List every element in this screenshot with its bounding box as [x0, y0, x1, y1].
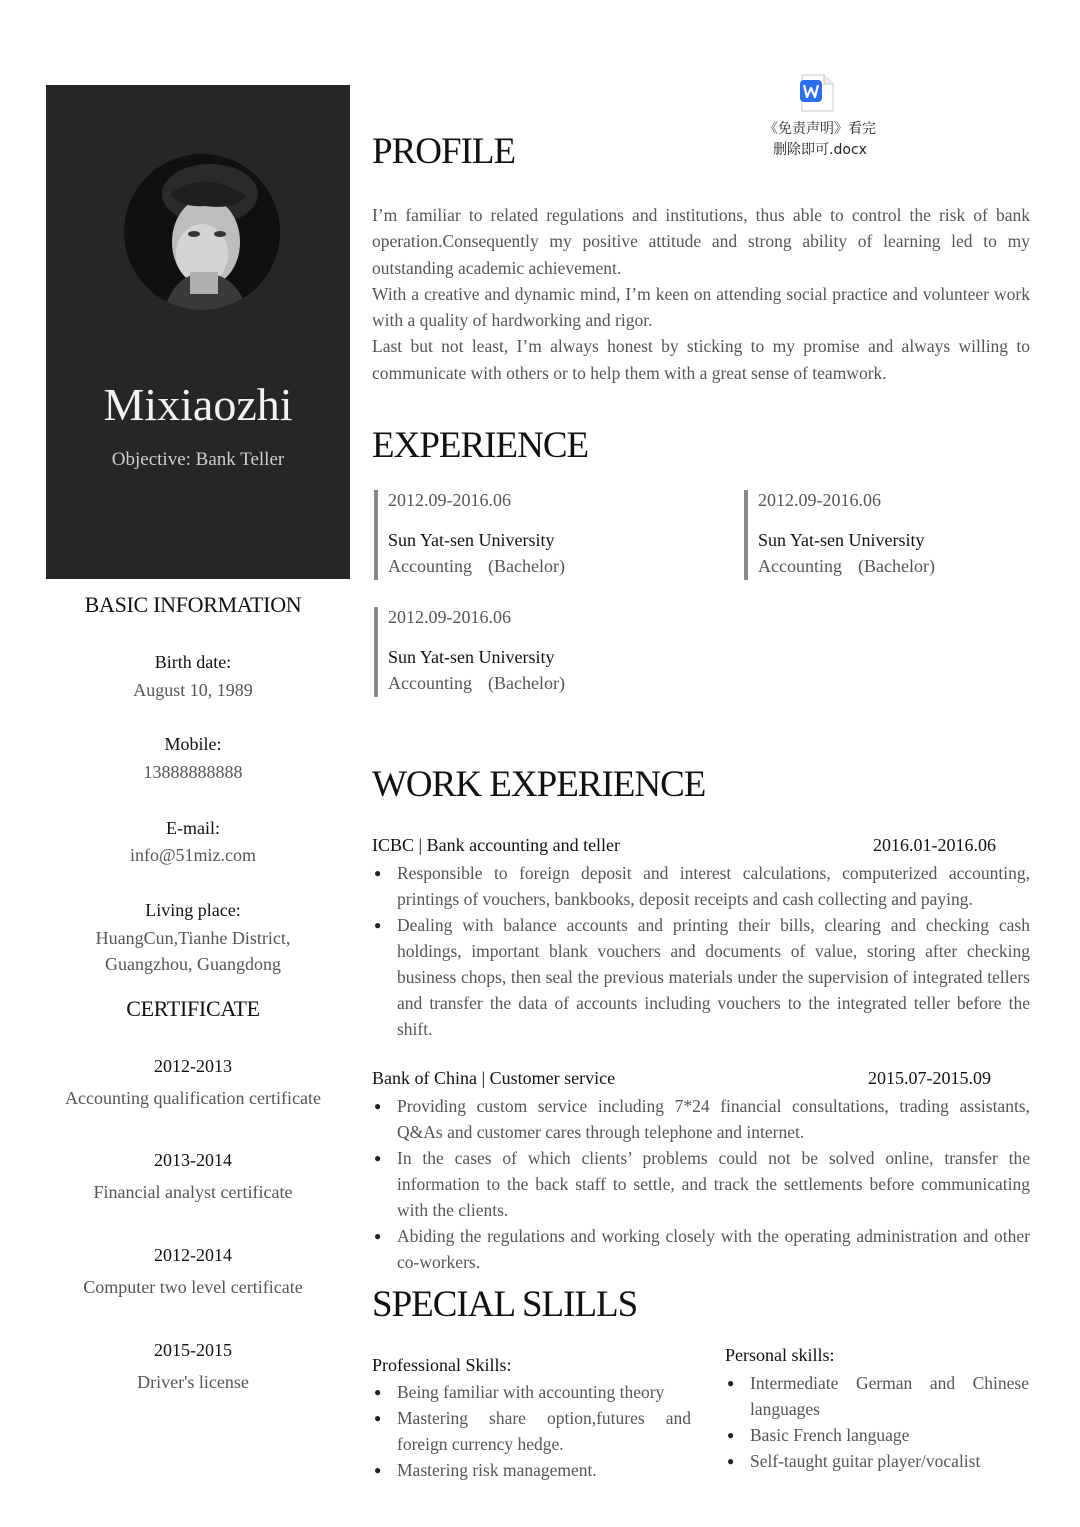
- job-period: 2016.01-2016.06: [873, 835, 996, 855]
- list-item: ● Responsible to foreign deposit and interest calculations, computerized accounting, printings of vouchers, bankbooks, deposit receipts and cash collecting and paying.: [372, 860, 1030, 912]
- education-entry: [744, 490, 935, 580]
- experience-title: EXPERIENCE: [372, 425, 589, 466]
- basic-info-title: BASIC INFORMATION: [84, 592, 302, 617]
- edu-degree: (Bachelor): [857, 556, 935, 576]
- cert-years: 2013-2014: [154, 1150, 232, 1170]
- profile-title: PROFILE: [372, 131, 516, 172]
- edu-period: 2012.09-2016.06: [388, 607, 511, 627]
- edu-period: 2012.09-2016.06: [388, 490, 511, 510]
- list-item: ● Basic French language: [725, 1422, 1029, 1448]
- list-item: ● Intermediate German and Chinese languages: [725, 1370, 1029, 1422]
- attachment-caption[interactable]: [740, 119, 900, 161]
- job-heading: Bank of China | Customer service: [372, 1068, 616, 1088]
- living-value-line2: Guangzhou, Guangdong: [105, 954, 281, 974]
- list-item: ● Mastering risk management.: [372, 1457, 691, 1483]
- education-entry: [374, 607, 565, 697]
- edu-school: Sun Yat-sen University: [758, 530, 925, 550]
- job-period: 2015.07-2015.09: [868, 1068, 991, 1088]
- edu-school: Sun Yat-sen University: [388, 530, 555, 550]
- job-bullets: [372, 860, 1030, 1042]
- edu-school: Sun Yat-sen University: [388, 647, 555, 667]
- edu-major: [388, 671, 565, 695]
- email-value: info@51miz.com: [129, 845, 257, 865]
- job-bullets: [372, 1093, 1030, 1275]
- education-entry: [374, 490, 565, 580]
- candidate-name: Mixiaozhi: [103, 379, 293, 430]
- cert-years: 2012-2014: [154, 1245, 232, 1265]
- profile-paragraph: Last but not least, I’m always honest by sticking to my promise and always willing to communicate with others or to help them with a great sense of teamwork.: [372, 336, 1030, 383]
- living-value-line1: HuangCun,Tianhe District,: [95, 928, 291, 948]
- mobile-value: 13888888888: [143, 762, 243, 782]
- avatar: [124, 154, 280, 310]
- professional-skills-list: [372, 1379, 691, 1483]
- attachment-caption-line2: 删除即可.docx: [773, 142, 867, 158]
- edu-major-name: Accounting: [388, 673, 472, 693]
- list-item: ● In the cases of which clients’ problems could not be solved online, transfer the information to the back staff to settle, and track the settlements before communicating with the clients.: [372, 1145, 1030, 1223]
- list-item: ● Providing custom service including 7*24 financial consultations, trading assistants, Q&As and customer cares through telephone and internet.: [372, 1093, 1030, 1145]
- list-item: ● Self-taught guitar player/vocalist: [725, 1448, 1029, 1474]
- profile-text: [372, 202, 1030, 386]
- skills-title: SPECIAL SLILLS: [372, 1284, 638, 1325]
- mobile-label: Mobile:: [164, 734, 222, 754]
- list-item: ● Being familiar with accounting theory: [372, 1379, 691, 1405]
- job-heading: ICBC | Bank accounting and teller: [372, 835, 621, 855]
- birth-label: Birth date:: [154, 652, 232, 672]
- cert-years: 2012-2013: [154, 1056, 232, 1076]
- work-experience-title: WORK EXPERIENCE: [372, 764, 706, 805]
- edu-major-name: Accounting: [388, 556, 472, 576]
- email-label: E-mail:: [166, 818, 220, 838]
- living-label: Living place:: [145, 900, 241, 920]
- list-item: ● Dealing with balance accounts and printing their bills, clearing and checking cash holdings, important blank vouchers and documents of value, storing after checking business chops, then seal the previous materials under the supervision of integrated tellers and transfer the data of accounts including vouchers to the integrated teller before the shift.: [372, 912, 1030, 1042]
- cert-years: 2015-2015: [154, 1340, 232, 1360]
- edu-major: [758, 554, 935, 578]
- cert-name: Accounting qualification certificate: [65, 1088, 321, 1108]
- personal-skills-list: [725, 1370, 1029, 1474]
- edu-major-name: Accounting: [758, 556, 842, 576]
- objective-text: Objective: Bank Teller: [111, 449, 285, 470]
- professional-skills-label: Professional Skills:: [372, 1355, 512, 1375]
- cert-name: Driver's license: [137, 1372, 249, 1392]
- birth-value: August 10, 1989: [133, 680, 253, 700]
- list-item: ● Abiding the regulations and working closely with the operating administration and other co-workers.: [372, 1223, 1030, 1275]
- certificate-title: CERTIFICATE: [126, 996, 260, 1021]
- cert-name: Financial analyst certificate: [93, 1182, 293, 1202]
- edu-period: 2012.09-2016.06: [758, 490, 881, 510]
- personal-skills-label: Personal skills:: [725, 1345, 835, 1365]
- profile-paragraph: With a creative and dynamic mind, I’m keen on attending social practice and volunteer work with a quality of hardworking and rigor.: [372, 283, 1030, 331]
- list-item: ● Mastering share option,futures and foreign currency hedge.: [372, 1405, 691, 1457]
- attachment-caption-line1: 《免责声明》看完: [764, 121, 876, 137]
- edu-degree: (Bachelor): [487, 673, 565, 693]
- edu-major: [388, 554, 565, 578]
- word-doc-icon[interactable]: [799, 74, 835, 112]
- profile-paragraph: I’m familiar to related regulations and institutions, thus able to control the risk of bank operation.Consequently my positive attitude and strong ability of learning led to my outstanding academic achievement.: [372, 205, 1030, 278]
- cert-name: Computer two level certificate: [83, 1277, 303, 1297]
- edu-degree: (Bachelor): [487, 556, 565, 576]
